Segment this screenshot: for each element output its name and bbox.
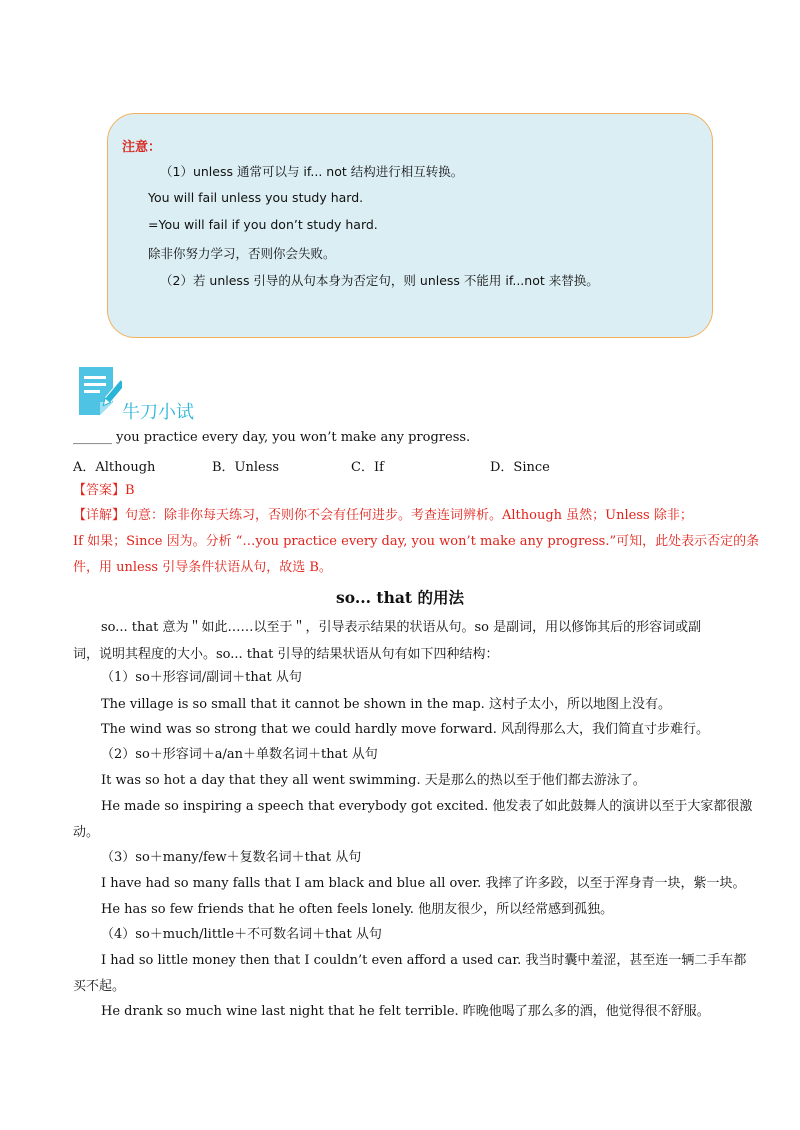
note-box <box>107 113 713 338</box>
option-d: D．Since <box>490 460 550 475</box>
notepad-pencil-icon <box>78 366 122 418</box>
note-line: =You will fail if you don’t study hard. <box>148 217 378 232</box>
note-title: 注意： <box>122 140 162 155</box>
section-title: 牛刀小试 <box>122 402 194 423</box>
option-b: B．Unless <box>212 460 280 475</box>
example-line: He drank so much wine last night that he felt terrible. 昨晚他喝了那么多的酒，他觉得很不舒服。 <box>101 1004 710 1019</box>
example-line: 买不起。 <box>73 979 126 994</box>
lesson-heading: so... that 的用法 <box>336 588 464 607</box>
option-a: A．Although <box>73 460 156 475</box>
example-line: The village is so small that it cannot be shown in the map. 这村子太小，所以地图上没有。 <box>101 697 671 712</box>
example-line: It was so hot a day that they all went swimming. 天是那么的热以至于他们都去游泳了。 <box>101 773 646 788</box>
structure-3: （3）so＋many/few＋复数名词＋that 从句 <box>101 850 362 865</box>
intro-line: 词，说明其程度的大小。so... that 引导的结果状语从句有如下四种结构： <box>73 647 499 662</box>
example-line: He has so few friends that he often feels lonely. 他朋友很少，所以经常感到孤独。 <box>101 902 614 917</box>
quiz-explanation: 件，用 unless 引导条件状语从句，故选 B。 <box>73 560 332 575</box>
note-line: （1）unless 通常可以与 if... not 结构进行相互转换。 <box>160 164 464 179</box>
note-line: You will fail unless you study hard. <box>148 190 364 205</box>
structure-4: （4）so＋much/little＋不可数名词＋that 从句 <box>101 927 382 942</box>
example-line: I have had so many falls that I am black and blue all over. 我摔了许多跤，以至于浑身青一块，紫一块。 <box>101 876 746 891</box>
option-c: C．If <box>351 460 384 475</box>
intro-line: so... that 意为＂如此……以至于＂，引导表示结果的状语从句。so 是副词，用以修饰其后的形容词或副 <box>101 620 702 635</box>
quiz-question: ______ you practice every day, you won’t make any progress. <box>73 430 471 445</box>
example-line: The wind was so strong that we could hardly move forward. 风刮得那么大，我们简直寸步难行。 <box>101 722 709 737</box>
structure-1: （1）so＋形容词/副词＋that 从句 <box>101 670 302 685</box>
structure-2: （2）so＋形容词＋a/an＋单数名词＋that 从句 <box>101 747 378 762</box>
quiz-explanation: If 如果；Since 因为。分析 “…you practice every day, you won’t make any progress.”可知，此处表示否定的条 <box>73 534 760 549</box>
example-line: 动。 <box>73 825 100 840</box>
note-line: 除非你努力学习，否则你会失败。 <box>148 246 336 261</box>
quiz-explanation: 【详解】句意：除非你每天练习，否则你不会有任何进步。考查连词辨析。Although 虽然；Unless 除非； <box>73 508 693 523</box>
note-line: （2）若 unless 引导的从句本身为否定句，则 unless 不能用 if...not 来替换。 <box>160 273 599 288</box>
example-line: He made so inspiring a speech that everybody got excited. 他发表了如此鼓舞人的演讲以至于大家都很激 <box>101 799 753 814</box>
example-line: I had so little money then that I couldn’t even afford a used car. 我当时囊中羞涩，甚至连一辆二手车都 <box>101 953 747 968</box>
quiz-answer: 【答案】B <box>73 483 135 498</box>
